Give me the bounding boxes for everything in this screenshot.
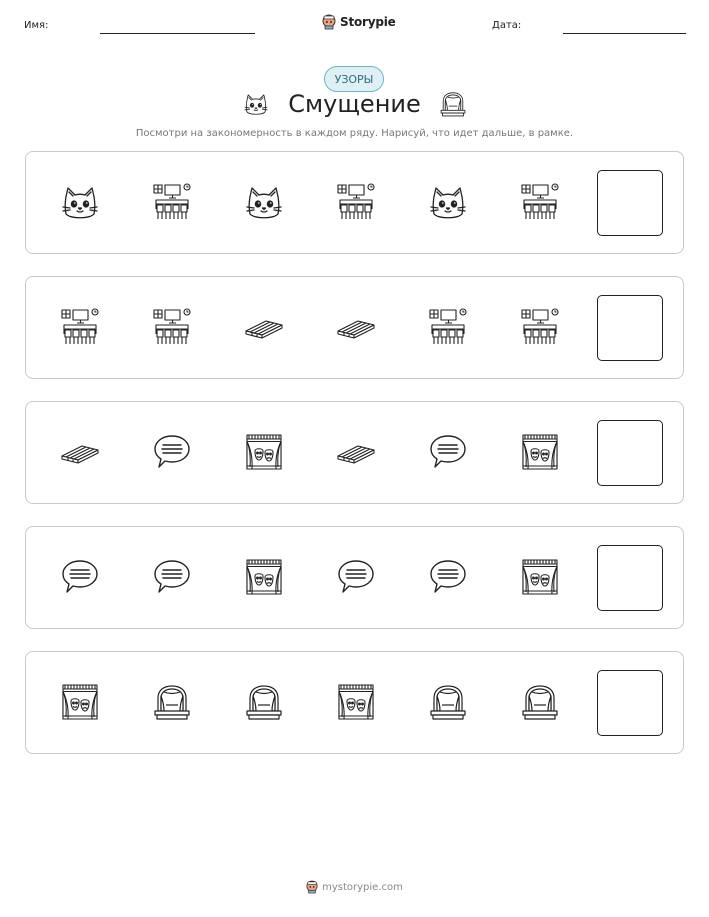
classroom-icon [428, 307, 468, 347]
title-block [0, 90, 709, 118]
footer [0, 880, 709, 894]
wooden-pallet-icon [336, 432, 376, 472]
wooden-pallet-icon [244, 307, 284, 347]
answer-box[interactable] [597, 545, 663, 611]
name-line[interactable] [100, 33, 255, 34]
date-label: Дата: [492, 20, 522, 31]
category-badge: УЗОРЫ [324, 66, 384, 92]
theater-masks-icon [520, 557, 560, 597]
answer-box[interactable] [597, 420, 663, 486]
cat-face-icon [244, 182, 284, 222]
classroom-icon [520, 182, 560, 222]
pattern-row-5 [25, 651, 684, 754]
theater-masks-icon [520, 432, 560, 472]
answer-box[interactable] [597, 170, 663, 236]
theater-masks-icon [244, 557, 284, 597]
instructions: Посмотри на закономерность в каждом ряду. Нарисуй, что идет дальше, в рамке. [135, 128, 574, 139]
speech-bubble-icon [428, 432, 468, 472]
classroom-icon [152, 307, 192, 347]
speech-bubble-icon [336, 557, 376, 597]
title-stage-icon [439, 90, 467, 118]
cat-face-icon [60, 182, 100, 222]
title-cat-icon [242, 91, 270, 117]
speech-bubble-icon [152, 432, 192, 472]
name-label: Имя: [24, 20, 49, 31]
cat-face-icon [428, 182, 468, 222]
wooden-pallet-icon [60, 432, 100, 472]
wooden-pallet-icon [336, 307, 376, 347]
pattern-row-2 [25, 276, 684, 379]
date-line[interactable] [563, 33, 686, 34]
speech-bubble-icon [152, 557, 192, 597]
theater-masks-icon [336, 682, 376, 722]
storypie-mascot-icon [322, 14, 336, 30]
classroom-icon [152, 182, 192, 222]
classroom-icon [336, 182, 376, 222]
brand-logo [322, 12, 396, 32]
theater-masks-icon [60, 682, 100, 722]
page-title: Смущение [288, 90, 421, 118]
classroom-icon [60, 307, 100, 347]
speech-bubble-icon [428, 557, 468, 597]
pattern-row-4 [25, 526, 684, 629]
pattern-row-3 [25, 401, 684, 504]
theater-masks-icon [244, 432, 284, 472]
classroom-icon [520, 307, 560, 347]
theater-stage-icon [244, 682, 284, 722]
answer-box[interactable] [597, 670, 663, 736]
brand-name: Storypie [340, 15, 396, 29]
theater-stage-icon [428, 682, 468, 722]
theater-stage-icon [152, 682, 192, 722]
pattern-row-1 [25, 151, 684, 254]
answer-box[interactable] [597, 295, 663, 361]
footer-url[interactable]: mystorypie.com [322, 881, 403, 893]
speech-bubble-icon [60, 557, 100, 597]
theater-stage-icon [520, 682, 560, 722]
footer-mascot-icon [306, 880, 318, 894]
